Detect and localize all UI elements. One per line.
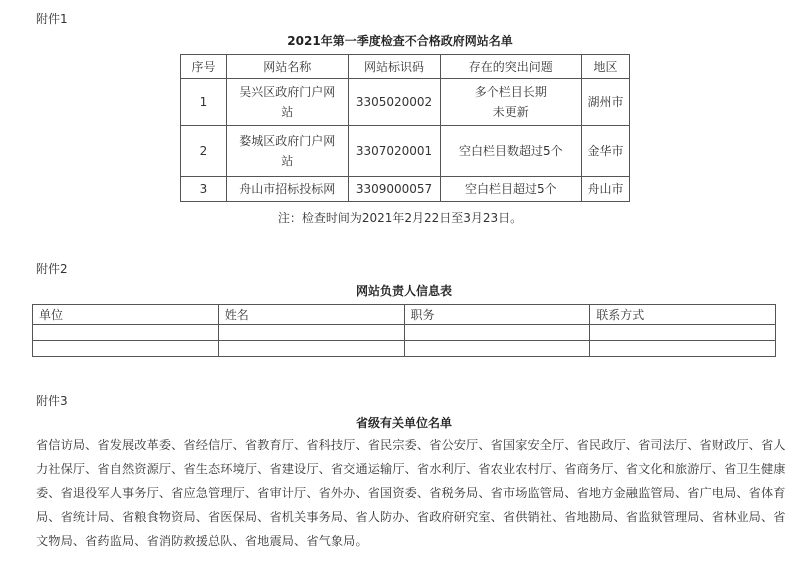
attachment3-label: 附件3: [36, 394, 68, 408]
cell-issue: 空白栏目数超过5个: [440, 126, 582, 177]
col-header-no: 序号: [181, 55, 227, 79]
cell-site-code: 3307020001: [348, 126, 440, 177]
cell-site-name: [226, 79, 348, 126]
cell-site-code: 3309000057: [348, 177, 440, 202]
cell-issue: 空白栏目超过5个: [440, 177, 582, 202]
cell-empty: [404, 341, 590, 357]
cell-empty: [218, 341, 404, 357]
cell-no: 1: [181, 79, 227, 126]
cell-empty: [218, 325, 404, 341]
table-header-row: [33, 305, 776, 325]
table-row: [181, 126, 630, 177]
cell-issue: [440, 79, 582, 126]
col-header-issue: 存在的突出问题: [440, 55, 582, 79]
col-header-contact: 联系方式: [590, 305, 776, 325]
site-name-line2: 站: [281, 154, 294, 168]
table-row: [181, 177, 630, 202]
cell-no: 3: [181, 177, 227, 202]
table-row: [33, 325, 776, 341]
cell-empty: [590, 341, 776, 357]
site-name-line1: 婺城区政府门户网: [239, 134, 336, 148]
table-row: [33, 341, 776, 357]
cell-empty: [33, 341, 219, 357]
cell-empty: [590, 325, 776, 341]
attachment3-title: 省级有关单位名单: [355, 416, 452, 430]
col-header-site-code: 网站标识码: [348, 55, 440, 79]
provincial-units-list: 省信访局、省发展改革委、省经信厅、省教育厅、省科技厅、省民宗委、省公安厅、省国家安全厅、省民政厅、省司法厅、省财政厅、省人力社保厅、省自然资源厅、省生态环境厅、省建设厅、省交通运输厅、省水利厅、省农业农村厅、省商务厅、省文化和旅游厅、省卫生健康委、省退役军人事务厅、省应急管理厅、省审计厅、省外办、省国资委、省税务局、省市场监管局、省地方金融监管局、省广电局、省体育局、省统计局、省粮食物资局、省医保局、省机关事务局、省人防办、省政府研究室、省供销社、省地勘局、省监狱管理局、省林业局、省文物局、省药监局、省消防救援总队、省地震局、省气象局。: [36, 438, 786, 548]
col-header-name: 姓名: [218, 305, 404, 325]
table-row: [181, 79, 630, 126]
col-header-position: 职务: [404, 305, 590, 325]
site-name-line2: 站: [281, 105, 294, 119]
inspection-note: 注：检查时间为2021年2月22日至3月23日。: [277, 211, 523, 225]
attachment2-label: 附件2: [36, 262, 68, 276]
issue-line2: 未更新: [492, 105, 529, 119]
col-header-site-name: 网站名称: [226, 55, 348, 79]
attachment1-title: 2021年第一季度检查不合格政府网站名单: [287, 34, 513, 48]
site-name-line1: 吴兴区政府门户网: [239, 85, 336, 99]
site-contact-table: [32, 304, 776, 357]
cell-no: 2: [181, 126, 227, 177]
cell-region: 湖州市: [582, 79, 630, 126]
cell-site-name: [226, 126, 348, 177]
issue-line1: 多个栏目长期: [474, 85, 547, 99]
cell-empty: [33, 325, 219, 341]
cell-site-code: 3305020002: [348, 79, 440, 126]
noncompliant-sites-table: [180, 54, 630, 202]
table-header-row: [181, 55, 630, 79]
attachment1-label: 附件1: [36, 12, 68, 26]
cell-region: 金华市: [582, 126, 630, 177]
cell-empty: [404, 325, 590, 341]
cell-site-name: 舟山市招标投标网: [226, 177, 348, 202]
cell-region: 舟山市: [582, 177, 630, 202]
attachment2-title: 网站负责人信息表: [355, 284, 452, 298]
col-header-unit: 单位: [33, 305, 219, 325]
col-header-region: 地区: [582, 55, 630, 79]
